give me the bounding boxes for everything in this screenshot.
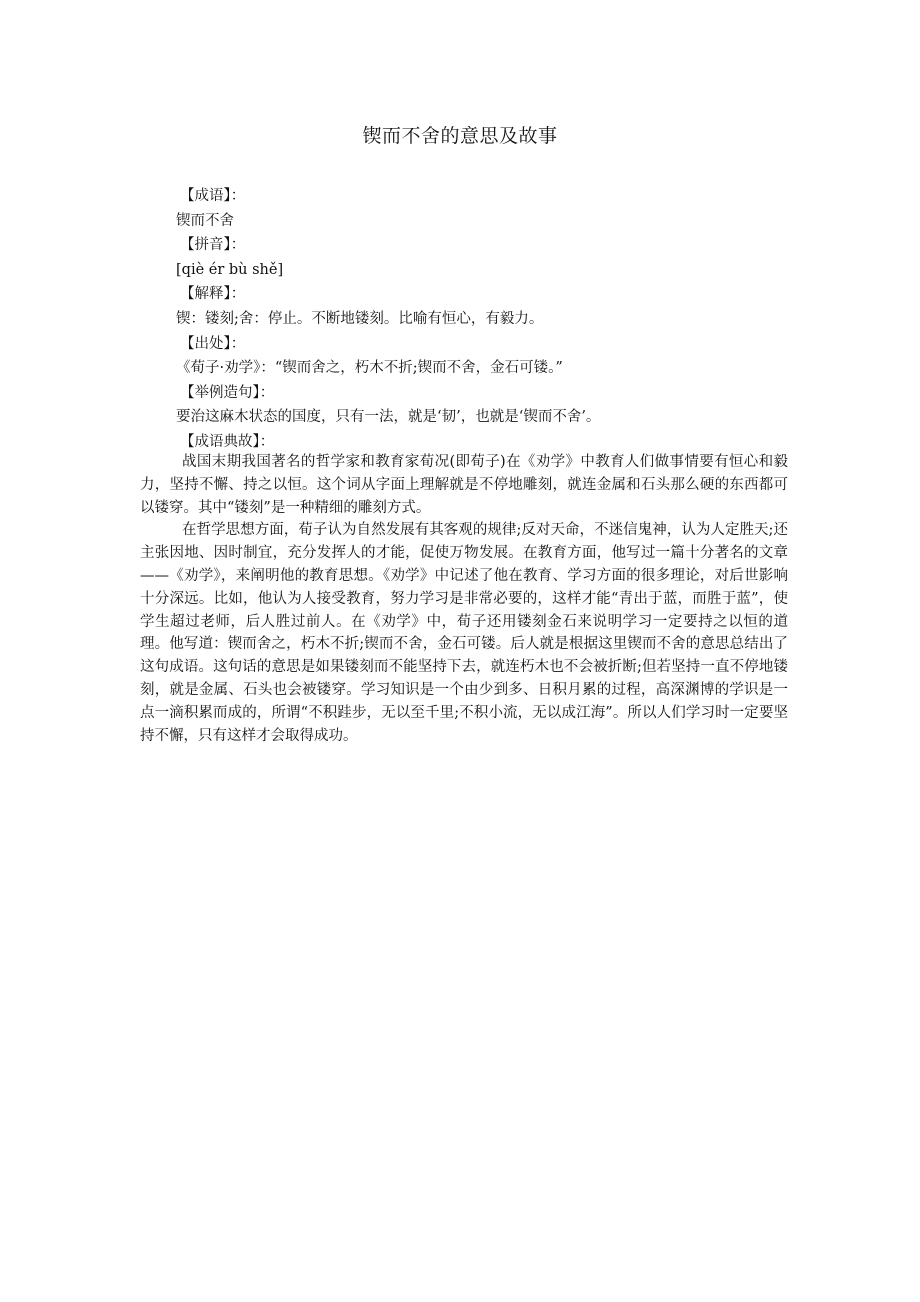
story-body	[140, 451, 788, 747]
section-content-example: 要治这麻木状态的国度，只有一法，就是‘韧’，也就是‘锲而不舍’。	[176, 409, 601, 426]
section-heading-story: 【成语典故】：	[180, 433, 275, 450]
section-content-explanation: 锲：镂刻;舍：停止。不断地镂刻。比喻有恒心，有毅力。	[176, 310, 544, 327]
section-content-pinyin: [qiè ér bù shě]	[176, 261, 284, 278]
section-content-source: 《荀子·劝学》：“锲而舍之，朽木不折;锲而不舍，金石可镂。”	[176, 360, 563, 377]
section-heading-idiom: 【成语】：	[180, 188, 246, 204]
section-content-idiom: 锲而不舍	[176, 212, 234, 229]
section-heading-pinyin: 【拼音】：	[180, 237, 246, 254]
section-heading-explanation: 【解释】：	[180, 286, 246, 303]
section-heading-example: 【举例造句】：	[180, 384, 275, 401]
idiom-info	[176, 184, 796, 455]
page-title: 锲而不舍的意思及故事	[362, 125, 558, 147]
story-paragraph: 战国末期我国著名的哲学家和教育家荀况(即荀子)在《劝学》中教育人们做事情要有恒心和毅力，坚持不懈、持之以恒。这个词从字面上理解就是不停地雕刻，就连金属和石头那么硬的东西都可以镂穿。其中“镂刻”是一种精细的雕刻方式。	[140, 454, 788, 516]
section-heading-source: 【出处】：	[180, 335, 246, 352]
story-paragraph: 在哲学思想方面，荀子认为自然发展有其客观的规律;反对天命，不迷信鬼神，认为人定胜天;还主张因地、因时制宜，充分发挥人的才能，促使万物发展。在教育方面，他写过一篇十分著名的文章——《劝学》，来阐明他的教育思想。《劝学》中记述了他在教育、学习方面的很多理论，对后世影响十分深远。比如，他认为人接受教育，努力学习是非常必要的，这样才能“青出于蓝，而胜于蓝”，使学生超过老师，后人胜过前人。在《劝学》中，荀子还用镂刻金石来说明学习一定要持之以恒的道理。他写道：锲而舍之，朽木不折;锲而不舍，金石可镂。后人就是根据这里锲而不舍的意思总结出了这句成语。这句话的意思是如果镂刻而不能坚持下去，就连朽木也不会被折断;但若坚持一直不停地镂刻，就是金属、石头也会被镂穿。学习知识是一个由少到多、日积月累的过程，高深渊博的学识是一点一滴积累而成的，所谓“不积跬步，无以至千里;不积小流，无以成江海”。所以人们学习时一定要坚持不懈，只有这样才会取得成功。	[140, 522, 788, 744]
